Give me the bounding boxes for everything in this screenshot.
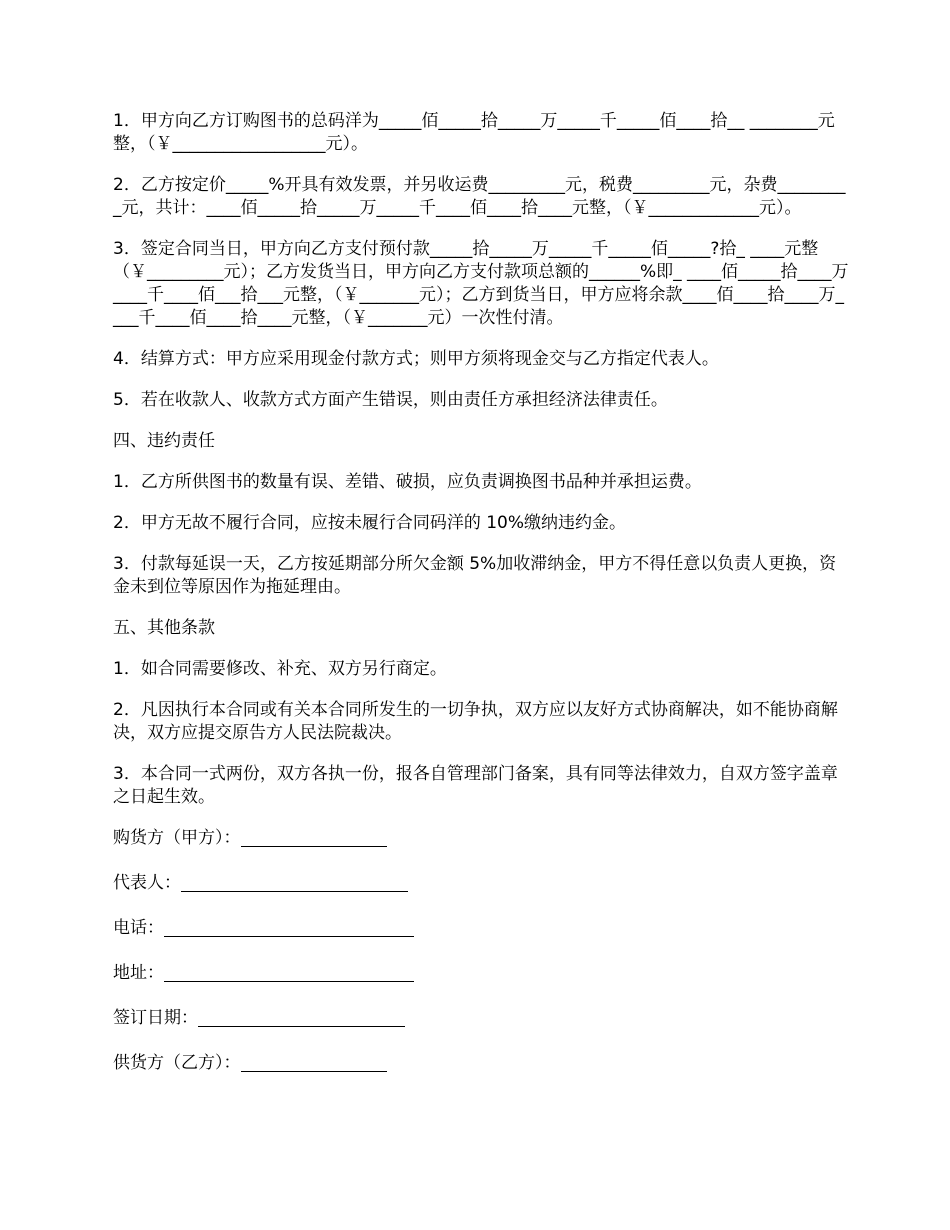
signature-address-line[interactable] [164, 963, 414, 982]
contract-body [113, 110, 851, 1097]
payment-clause-3: 3．签定合同当日，甲方向乙方支付预付款_____拾_____万_____千_____佰_____?拾_ ____元整（￥_________元）；乙方发货当日，甲方向乙方支付款项总额的______%即_ ____佰_____拾____万____千____佰___拾___元整，（￥_______元）；乙方到货当日，甲方应将余款____佰____拾____万____千____佰____拾____元整，（￥_______元）一次性付清。 [113, 239, 849, 328]
signature-seller [113, 1052, 851, 1075]
breach-clause-1: 1．乙方所供图书的数量有误、差错、破损，应负责调换图书品种并承担运费。 [113, 472, 702, 492]
signature-date-line[interactable] [198, 1008, 405, 1027]
payment-clause-4: 4．结算方式：甲方应采用现金付款方式；则甲方须将现金交与乙方指定代表人。 [113, 349, 719, 369]
other-clause-2: 2．凡因执行本合同或有关本合同所发生的一切争执，双方应以友好方式协商解决，如不能协商解决，双方应提交原告方人民法院裁决。 [113, 700, 838, 743]
signature-seller-label: 供货方（乙方）： [113, 1053, 241, 1073]
signature-representative [113, 872, 851, 895]
breach-clause-3: 3．付款每延误一天，乙方按延期部分所欠金额 5%加收滞纳金，甲方不得任意以负责人更换，资金未到位等原因作为拖延理由。 [113, 554, 837, 597]
section-heading-other: 五、其他条款 [113, 618, 215, 638]
signature-phone-label: 电话： [113, 918, 164, 938]
payment-clause-2: 2．乙方按定价_____%开具有效发票，并另收运费_________元，税费_________元，杂费_________元，共计：____佰_____拾_____万_____千____佰____拾____元整，（￥_____________元）。 [113, 175, 846, 218]
other-clause-3: 3．本合同一式两份，双方各执一份，报各自管理部门备案，具有同等法律效力，自双方签字盖章之日起生效。 [113, 764, 838, 807]
signature-address [113, 962, 851, 985]
signature-seller-line[interactable] [241, 1053, 387, 1072]
signature-buyer-label: 购货方（甲方）： [113, 828, 241, 848]
signature-representative-line[interactable] [181, 873, 408, 892]
signature-date-label: 签订日期： [113, 1008, 198, 1028]
signature-buyer-line[interactable] [241, 828, 387, 847]
payment-clause-5: 5．若在收款人、收款方式方面产生错误，则由责任方承担经济法律责任。 [113, 390, 668, 410]
signature-phone [113, 917, 851, 940]
other-clause-1: 1．如合同需要修改、补充、双方另行商定。 [113, 659, 447, 679]
breach-clause-2: 2．甲方无故不履行合同，应按未履行合同码洋的 10%缴纳违约金。 [113, 513, 627, 533]
section-heading-breach: 四、违约责任 [113, 431, 215, 451]
signature-buyer [113, 827, 851, 850]
signature-address-label: 地址： [113, 963, 164, 983]
signature-representative-label: 代表人： [113, 873, 181, 893]
payment-clause-1: 1．甲方向乙方订购图书的总码洋为_____佰_____拾_____万_____千_____佰____拾__ ________元整，（￥__________________元）。 [113, 111, 835, 154]
signature-date [113, 1007, 851, 1030]
signature-phone-line[interactable] [164, 918, 414, 937]
